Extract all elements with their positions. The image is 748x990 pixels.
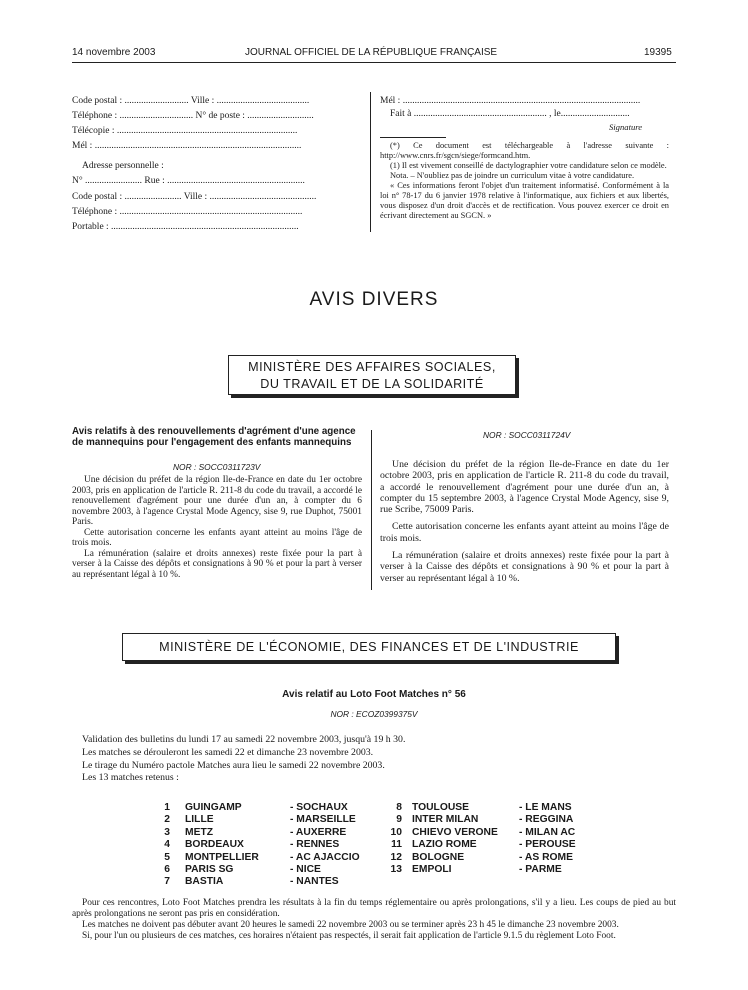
match-number: 13 [390, 864, 402, 875]
nor-reference: NOR : SOCC0311724V [483, 430, 571, 440]
page-number: 19395 [644, 47, 672, 58]
paragraph: Une décision du préfet de la région Ile-de-France en date du 1er octobre 2003, pris en application de l'article R. 211-8 du code du travail, a accordé le renouvellement d'agrément pour une durée d'un an, à compter du 6 novembre 2003, à l'agence Crystal Mode Agency, sise 9, rue Duphot, 75001 Paris. [72, 475, 362, 527]
away-team: - SOCHAUX [290, 802, 348, 813]
avis-intro [82, 734, 405, 785]
match-number: 1 [164, 802, 170, 813]
home-team: BOLOGNE [412, 851, 465, 863]
avis-body-right [380, 459, 669, 584]
intro-line: Validation des bulletins du lundi 17 au samedi 22 novembre 2003, jusqu'à 19 h 30. [82, 734, 406, 745]
form-line: Téléphone : ............................... N° de poste : ............................ [72, 111, 314, 121]
paragraph: Cette autorisation concerne les enfants ayant atteint au moins l'âge de trois mois. [380, 521, 669, 544]
signature-label: Signature [609, 122, 643, 132]
form-mel: Mél : .................................................................................................... [380, 96, 641, 106]
form-line: Portable : ............................................................................... [72, 222, 299, 232]
away-team: - PARME [519, 864, 562, 875]
note: (1) Il est vivement conseillé de dactylographier votre candidature selon ce modèle. [390, 161, 667, 170]
form-line: Code postal : ........................ Ville : ............................................. [72, 192, 317, 202]
ministry-line: DU TRAVAIL ET DE LA SOLIDARITÉ [260, 377, 484, 391]
home-team: GUINGAMP [185, 802, 242, 813]
away-team: - AUXERRE [290, 826, 347, 838]
note: (*) Ce document est téléchargeable à l'adresse suivante : http://www.cnrs.fr/sgcn/siege/formcand.htm. [380, 141, 669, 160]
home-team: PARIS SG [185, 864, 234, 875]
paragraph: La rémunération (salaire et droits annexes) reste fixée pour la part à verser à la Caisse des dépôts et consignations à 90 % et pour la part à verser au représentant légal à 10 %. [380, 550, 669, 584]
avis-footer [72, 898, 676, 942]
away-team: - LE MANS [519, 802, 572, 813]
form-line: Adresse personnelle : [82, 161, 164, 171]
column-divider [370, 92, 371, 232]
column-divider [371, 430, 372, 590]
form-line: Téléphone : ............................................................................. [72, 207, 303, 217]
ministry-line: MINISTÈRE DES AFFAIRES SOCIALES, [248, 360, 496, 374]
match-number: 10 [390, 826, 402, 838]
home-team: EMPOLI [412, 864, 452, 875]
home-team: LAZIO ROME [412, 839, 477, 851]
paragraph: Les matches ne doivent pas débuter avant 20 heures le samedi 22 novembre 2003 ou se terminer après 23 h 45 le dimanche 23 novembre 2003. [82, 920, 619, 930]
avis-body-left [72, 475, 362, 580]
away-team: - NICE [290, 864, 321, 875]
section-title: AVIS DIVERS [309, 289, 439, 310]
away-team: - REGGINA [519, 814, 574, 826]
away-team: - PEROUSE [519, 839, 576, 851]
notes-rule [380, 137, 446, 138]
home-team: LILLE [185, 814, 214, 826]
form-fait: Fait à ........................................................ , le............................. [390, 109, 630, 119]
nor-reference: NOR : ECOZ0399375V [330, 709, 418, 719]
form-notes [380, 141, 669, 221]
intro-line: Le tirage du Numéro pactole Matches aura lieu le samedi 22 novembre 2003. [82, 759, 385, 771]
note: Nota. – N'oubliez pas de joindre un curriculum vitae à votre candidature. [390, 171, 635, 180]
away-team: - AS ROME [519, 851, 573, 863]
paragraph: Pour ces rencontres, Loto Foot Matches prendra les résultats à la fin du temps réglementaire ou après prolongations, s'il y a lieu. Les coups de pied au but après prolongations ne seront pas pris en considération. [72, 898, 676, 919]
header-rule [72, 62, 676, 63]
note: « Ces informations feront l'objet d'un traitement informatisé. Conformément à la loi n° 78-17 du 6 janvier 1978 relative à l'informatique, aux fichiers et aux libertés, vous disposez d'un droit d'accès et de rectification. Vous pouvez exercer ce droit en écrivant directement au SGCN. » [380, 181, 669, 220]
match-number: 3 [164, 826, 170, 838]
paragraph: Une décision du préfet de la région Ile-de-France en date du 1er octobre 2003, pris en application de l'article R. 211-8 du code du travail, a accordé le renouvellement d'agrément pour une durée d'un an, à compter du 15 septembre 2003, à l'agence Crystal Mode Agency, sise 9, rue Scribe, 75009 Paris. [380, 459, 669, 516]
ministry-box-economy: MINISTÈRE DE L'ÉCONOMIE, DES FINANCES ET DE L'INDUSTRIE [122, 633, 616, 661]
away-team: - MILAN AC [519, 826, 576, 838]
journal-title: JOURNAL OFFICIEL DE LA RÉPUBLIQUE FRANÇAISE [245, 47, 498, 58]
away-team: - NANTES [290, 876, 339, 888]
form-line: Mél : ....................................................................................... [72, 141, 302, 151]
paragraph: Cette autorisation concerne les enfants ayant atteint au moins l'âge de trois mois. [72, 527, 362, 548]
intro-line: Les matches se dérouleront les samedi 22 et dimanche 23 novembre 2003. [82, 746, 374, 758]
match-number: 8 [396, 802, 402, 813]
away-team: - MARSEILLE [290, 814, 356, 826]
match-number: 12 [390, 851, 402, 863]
home-team: CHIEVO VERONE [412, 826, 498, 838]
avis-title: Avis relatif au Loto Foot Matches n° 56 [282, 689, 466, 700]
header-date: 14 novembre 2003 [72, 47, 156, 58]
home-team: TOULOUSE [412, 802, 470, 813]
match-number: 11 [391, 839, 402, 851]
form-line: N° ........................ Rue : .......................................................... [72, 176, 305, 186]
match-number: 9 [396, 814, 402, 826]
home-team: INTER MILAN [412, 814, 479, 826]
paragraph: Si, pour l'un ou plusieurs de ces matches, ces horaires n'étaient pas respectés, il serait fait application de l'article 9.1.5 du règlement Loto Foot. [82, 931, 616, 941]
away-team: - AC AJACCIO [290, 851, 360, 863]
avis-title: Avis relatifs à des renouvellements d'agrément d'une agence de mannequins pour l'engagement des enfants mannequins [72, 426, 356, 448]
home-team: METZ [185, 826, 214, 838]
form-line: Code postal : ........................... Ville : ....................................... [72, 96, 310, 106]
away-team: - RENNES [290, 839, 340, 851]
match-number: 2 [164, 814, 170, 826]
match-number: 5 [164, 851, 170, 863]
paragraph: La rémunération (salaire et droits annexes) reste fixée pour la part à verser à la Caisse des dépôts et consignations à 90 % et pour la part à verser au représentant légal à 10 %. [72, 548, 362, 580]
match-number: 4 [164, 839, 170, 851]
home-team: BASTIA [185, 876, 224, 888]
nor-reference: NOR : SOCC0311723V [173, 462, 261, 472]
home-team: MONTPELLIER [185, 851, 259, 863]
form-line: Télécopie : ............................................................................ [72, 126, 298, 136]
match-number: 6 [164, 864, 170, 875]
match-number: 7 [164, 876, 170, 888]
home-team: BORDEAUX [185, 839, 244, 851]
ministry-box-social [228, 355, 516, 395]
intro-line: Les 13 matches retenus : [82, 772, 179, 784]
